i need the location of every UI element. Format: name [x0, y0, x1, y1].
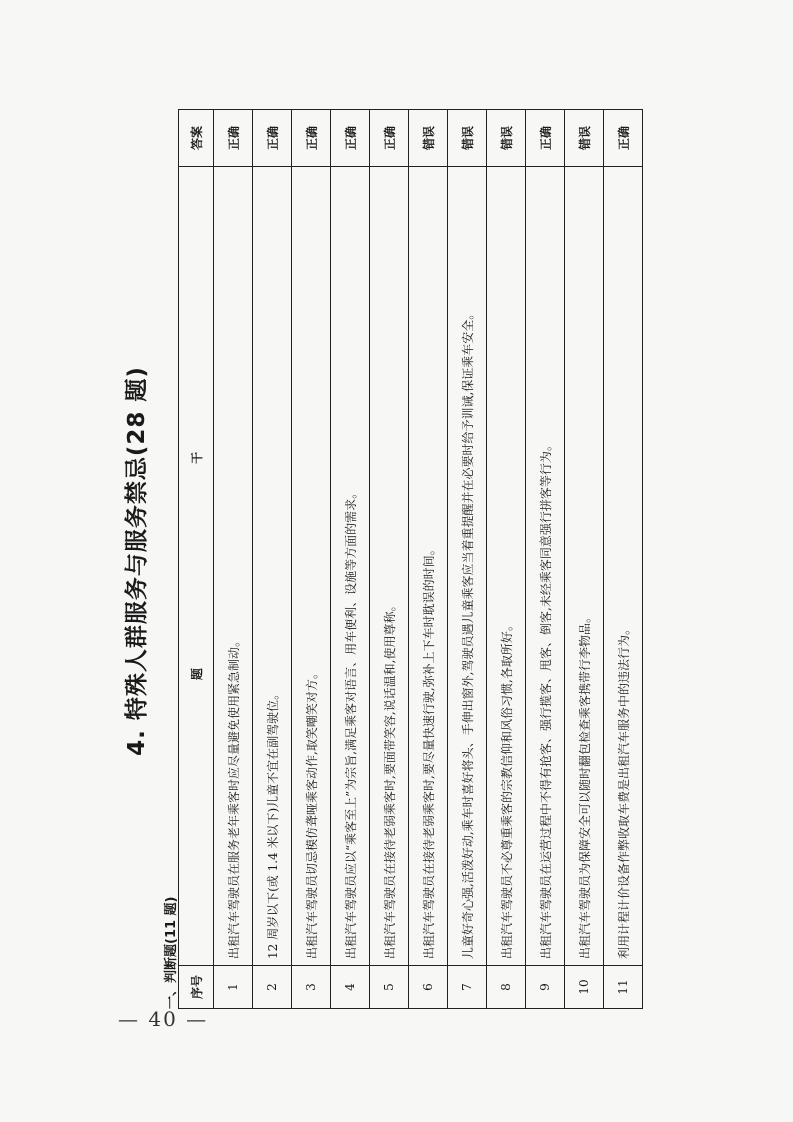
row-question: 12 周岁以下(或 1.4 米以下)儿童不宜在副驾驶位。 [253, 167, 292, 966]
table-row [409, 110, 448, 1009]
row-question: 出租汽车驾驶员在接待老弱乘客时,要尽量快速行驶,弥补上下车时耽误的时间。 [409, 167, 448, 966]
page-title: 4. 特殊人群服务与服务禁忌(28 题) [124, 366, 150, 756]
row-no: 3 [292, 966, 331, 1009]
row-question: 出租汽车驾驶员应以“乘客至上”为宗旨,满足乘客对语言、用车便利、设施等方面的需求。 [331, 167, 370, 966]
header-question: 题 干 [179, 167, 214, 966]
quiz-table [178, 109, 643, 1009]
row-answer: 错误 [448, 110, 487, 167]
page-number: — 40 — [118, 1007, 209, 1031]
row-no: 5 [370, 966, 409, 1009]
row-question: 出租汽车驾驶员为保障安全可以随时翻包检查乘客携带行李物品。 [565, 167, 604, 966]
table-row [565, 110, 604, 1009]
row-no: 1 [214, 966, 253, 1009]
table-header-row [179, 110, 214, 1009]
table-row [448, 110, 487, 1009]
row-answer: 正确 [370, 110, 409, 167]
row-answer: 正确 [331, 110, 370, 167]
row-no: 2 [253, 966, 292, 1009]
row-no: 4 [331, 966, 370, 1009]
header-answer: 答案 [179, 110, 214, 167]
row-answer: 正确 [214, 110, 253, 167]
table-row [604, 110, 643, 1009]
row-answer: 正确 [604, 110, 643, 167]
row-answer: 正确 [253, 110, 292, 167]
table-row [292, 110, 331, 1009]
row-question: 出租汽车驾驶员在服务老年乘客时应尽量避免使用紧急制动。 [214, 167, 253, 966]
row-no: 6 [409, 966, 448, 1009]
header-no: 序号 [179, 966, 214, 1009]
row-answer: 正确 [526, 110, 565, 167]
row-question: 出租汽车驾驶员在接待老弱乘客时,要面带笑容,说话温和,使用尊称。 [370, 167, 409, 966]
row-answer: 错误 [487, 110, 526, 167]
table-row [253, 110, 292, 1009]
table-row [331, 110, 370, 1009]
section-title: 一、判断题(11 题) [164, 896, 179, 1009]
row-no: 7 [448, 966, 487, 1009]
table-row [214, 110, 253, 1009]
row-question: 出租汽车驾驶员切忌模仿聋哑乘客动作,取笑嘲笑对方。 [292, 167, 331, 966]
row-answer: 错误 [565, 110, 604, 167]
row-answer: 错误 [409, 110, 448, 167]
table-row [526, 110, 565, 1009]
row-answer: 正确 [292, 110, 331, 167]
table-row [487, 110, 526, 1009]
row-question: 出租汽车驾驶员不必尊重乘客的宗教信仰和风俗习惯,各取所好。 [487, 167, 526, 966]
row-no: 9 [526, 966, 565, 1009]
table-row [370, 110, 409, 1009]
row-no: 8 [487, 966, 526, 1009]
row-question: 出租汽车驾驶员在运营过程中不得有抢客、强行揽客、甩客、倒客,未经乘客同意强行拼客等行为。 [526, 167, 565, 966]
row-question: 儿童好奇心强,活泼好动,乘车时喜好将头、手伸出窗外,驾驶员遇儿童乘客应当着重提醒并在必要时给予训诫,保证乘车安全。 [448, 167, 487, 966]
row-no: 10 [565, 966, 604, 1009]
row-question: 利用计程计价设备作弊收取车费是出租汽车服务中的违法行为。 [604, 167, 643, 966]
row-no: 11 [604, 966, 643, 1009]
